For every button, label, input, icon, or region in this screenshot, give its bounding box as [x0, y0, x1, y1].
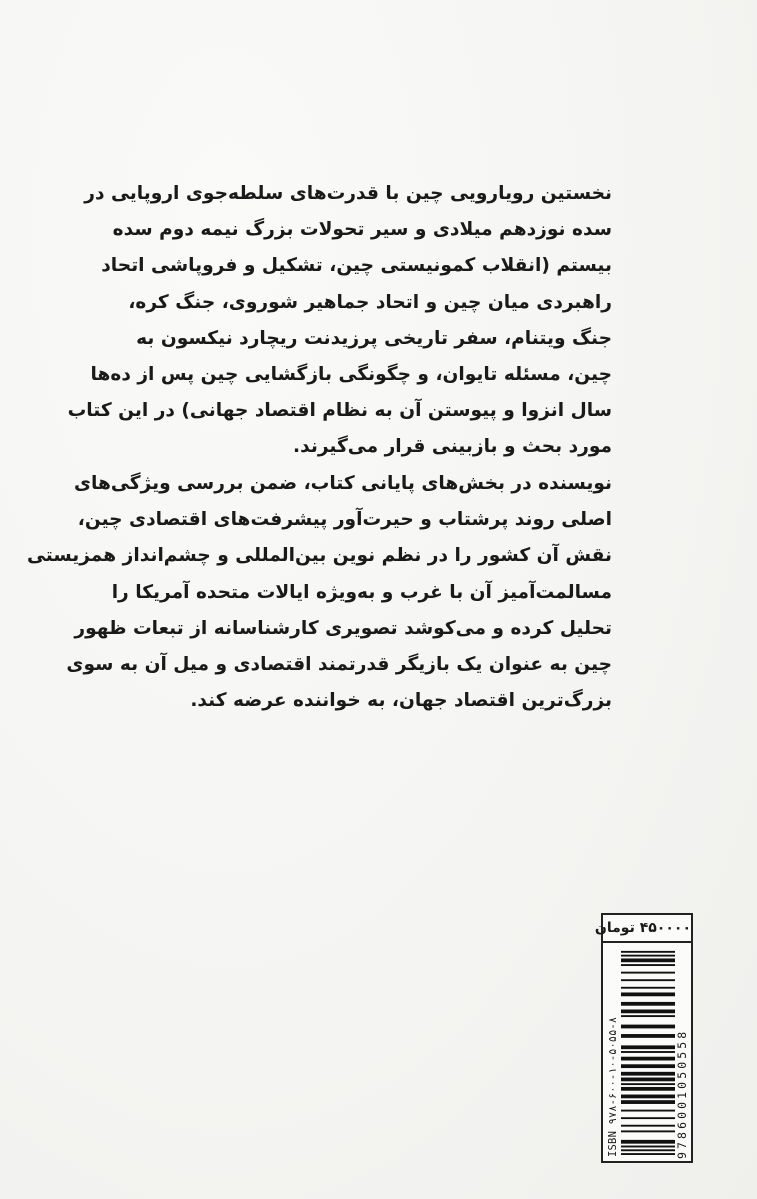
barcode-bar — [621, 1095, 675, 1099]
barcode-bar — [621, 1045, 675, 1049]
isbn-label: ISBN ۹۷۸-۶۰۰-۱۰-۵۰۵۵-۸ — [607, 1016, 619, 1157]
text-line: مسالمت‌آمیز آن با غرب و به‌ویژه ایالات متحده آمریکا را — [111, 581, 612, 603]
barcode-bar — [621, 958, 675, 962]
barcode-bar — [621, 1009, 675, 1013]
text-line: مورد بحث و بازبینی قرار می‌گیرند. — [293, 436, 612, 458]
barcode-bar — [621, 1064, 675, 1068]
barcode-bar — [621, 1025, 675, 1029]
barcode-bar — [621, 1078, 675, 1082]
text-line: اصلی روند پرشتاب و حیرت‌آور پیشرفت‌های اقتصادی چین، — [77, 509, 612, 531]
barcode-area — [603, 943, 691, 1161]
barcode-bar — [621, 1146, 675, 1148]
barcode-bar — [621, 1100, 675, 1104]
text-line: چین به عنوان یک بازیگر قدرتمند اقتصادی و میل آن به سوی — [66, 654, 612, 676]
barcode-bar — [621, 1083, 675, 1085]
barcode-bar — [621, 1087, 675, 1091]
barcode-bar — [621, 955, 675, 957]
text-line: سده نوزدهم میلادی و سیر تحولات بزرگ نیمه دوم سده — [112, 219, 612, 241]
barcode-bar — [621, 1149, 675, 1151]
barcode-bar — [621, 1125, 675, 1127]
text-line: جنگ ویتنام، سفر تاریخی پرزیدنت ریچارد نیکسون به — [136, 327, 612, 349]
barcode-bars — [621, 949, 675, 1155]
text-line: تحلیل کرده و می‌کوشد تصویری کارشناسانه از تبعات ظهور — [74, 617, 612, 639]
barcode-bar — [621, 992, 675, 996]
text-line: نویسنده در بخش‌های پایانی کتاب، ضمن بررسی ویژگی‌های — [73, 473, 612, 494]
barcode-bar — [621, 1130, 675, 1132]
barcode-box — [594, 913, 693, 1163]
barcode-bar — [621, 1140, 675, 1144]
barcode-bar — [621, 1034, 675, 1038]
text-line: چین، مسئله تایوان، و چگونگی بازگشایی چین پس از ده‌ها — [90, 364, 612, 386]
barcode-bar — [621, 951, 675, 953]
barcode-bar — [621, 972, 675, 974]
barcode-bar — [621, 1072, 675, 1076]
blurb-paragraph-2 — [26, 466, 612, 719]
barcode-bar — [621, 1153, 675, 1155]
barcode-bar — [621, 1051, 675, 1053]
barcode-bar — [621, 964, 675, 966]
barcode-bar — [621, 1117, 675, 1119]
barcode-rotated — [603, 943, 691, 1161]
text-line: سال انزوا و پیوستن آن به نظام اقتصاد جهانی) در این کتاب — [67, 400, 612, 422]
barcode-bar — [621, 1015, 675, 1017]
barcode-bar — [621, 1110, 675, 1112]
text-line: بزرگ‌ترین اقتصاد جهان، به خواننده عرضه کند. — [190, 690, 612, 712]
text-line: نقش آن کشور را در نظم نوین بین‌المللی و چشم‌انداز همزیستی — [26, 545, 612, 567]
text-line: نخستین رویارویی چین با قدرت‌های سلطه‌جوی اروپایی در — [84, 183, 612, 204]
barcode-bar — [621, 1057, 675, 1061]
text-line: بیستم (انقلاب کمونیستی چین، تشکیل و فروپاشی اتحاد — [101, 255, 612, 277]
barcode-bar — [621, 979, 675, 981]
text-line: راهبردی میان چین و اتحاد جماهیر شوروی، جنگ کره، — [128, 291, 612, 313]
barcode-digits: 9786001050558 — [675, 1028, 689, 1159]
blurb-paragraph-1 — [67, 176, 612, 466]
barcode-bar — [621, 1002, 675, 1006]
price-label: ۴۵۰۰۰۰ تومان — [603, 915, 691, 943]
barcode-bar — [621, 987, 675, 989]
